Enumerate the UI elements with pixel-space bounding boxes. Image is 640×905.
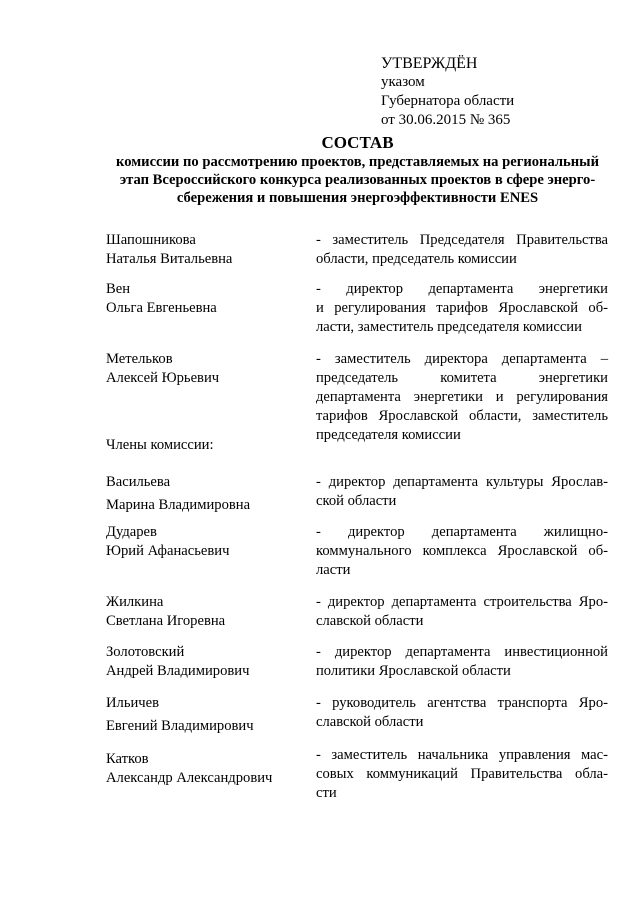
member-given-name: Светлана Игоревна: [106, 613, 226, 629]
position-line: - директор департамента энергетики: [316, 281, 608, 297]
member-given-name: Юрий Афанасьевич: [106, 543, 230, 559]
position-line: - директор департамента культуры Ярослав-: [316, 474, 608, 490]
member-surname: Шапошникова: [106, 232, 196, 248]
member-given-name: Александр Александрович: [106, 770, 273, 786]
position-line: департамента энергетики и регулирования: [316, 389, 608, 405]
member-name: [106, 523, 296, 561]
position-line: ласти: [316, 562, 351, 578]
member-given-name: Алексей Юрьевич: [106, 370, 220, 386]
position-line: тарифов Ярославской области, заместитель: [316, 408, 608, 424]
position-line: - заместитель Председателя Правительства: [316, 232, 608, 248]
document-heading: [105, 132, 610, 207]
member-surname: Золотовский: [106, 644, 185, 660]
member-surname: Дударев: [106, 524, 157, 540]
member-name: [106, 593, 296, 631]
member-name: [106, 280, 296, 318]
position-line: - заместитель начальника управления мас-: [316, 747, 608, 763]
member-given-name: Евгений Владимирович: [106, 718, 254, 734]
position-line: славской области: [316, 613, 424, 629]
position-line: совых коммуникаций Правительства обла-: [316, 766, 608, 782]
member-position: [316, 231, 608, 269]
member-name: [106, 231, 296, 269]
member-position: [316, 350, 608, 445]
position-line: ласти, заместитель председателя комиссии: [316, 319, 582, 335]
member-name: [106, 694, 296, 736]
member-position: [316, 280, 608, 337]
position-line: политики Ярославской области: [316, 663, 511, 679]
member-position: [316, 473, 608, 511]
document-title: СОСТАВ: [321, 133, 394, 152]
member-surname: Ильичев: [106, 695, 159, 711]
position-line: председателя комиссии: [316, 427, 461, 443]
position-line: сти: [316, 785, 337, 801]
member-surname: Васильева: [106, 474, 171, 490]
approval-line: от 30.06.2015 № 365: [381, 112, 511, 128]
position-line: - директор департамента жилищно-: [316, 524, 608, 540]
member-given-name: Андрей Владимирович: [106, 663, 250, 679]
document-subtitle: [105, 153, 610, 207]
member-name: [106, 350, 296, 388]
member-given-name: Ольга Евгеньевна: [106, 300, 217, 316]
approval-line: Губернатора области: [381, 93, 515, 109]
position-line: и регулирования тарифов Ярославской об-: [316, 300, 608, 316]
position-line: председатель комитета энергетики: [316, 370, 608, 386]
position-line: коммунального комплекса Ярославской об-: [316, 543, 608, 559]
position-line: - директор департамента строительства Яро-: [316, 594, 608, 610]
position-line: ской области: [316, 493, 397, 509]
member-surname: Вен: [106, 281, 131, 297]
member-position: [316, 694, 608, 732]
approval-line: указом: [381, 74, 425, 90]
member-name: [106, 746, 296, 788]
member-given-name: Марина Владимировна: [106, 497, 251, 513]
member-name: [106, 643, 296, 681]
member-position: [316, 643, 608, 681]
member-surname: Метельков: [106, 351, 173, 367]
member-position: [316, 746, 608, 803]
subtitle-line: комиссии по рассмотрению проектов, представляемых на региональный: [115, 154, 599, 170]
member-surname: Жилкина: [106, 594, 164, 610]
position-line: - директор департамента инвестиционной: [316, 644, 608, 660]
approval-stamp: [381, 54, 514, 130]
position-line: - заместитель директора департамента –: [316, 351, 608, 367]
subtitle-line: сбережения и повышения энергоэффективности ENES: [176, 190, 539, 206]
member-name: [106, 473, 296, 515]
member-position: [316, 593, 608, 631]
members-section-label: Члены комиссии:: [106, 437, 214, 453]
approval-heading: УТВЕРЖДЁН: [381, 55, 478, 72]
member-given-name: Наталья Витальевна: [106, 251, 233, 267]
subtitle-line: этап Всероссийского конкурса реализованных проектов в сфере энерго-: [119, 172, 596, 188]
position-line: славской области: [316, 714, 424, 730]
member-surname: Катков: [106, 751, 149, 767]
position-line: - руководитель агентства транспорта Яро-: [316, 695, 608, 711]
position-line: области, председатель комиссии: [316, 251, 517, 267]
member-position: [316, 523, 608, 580]
